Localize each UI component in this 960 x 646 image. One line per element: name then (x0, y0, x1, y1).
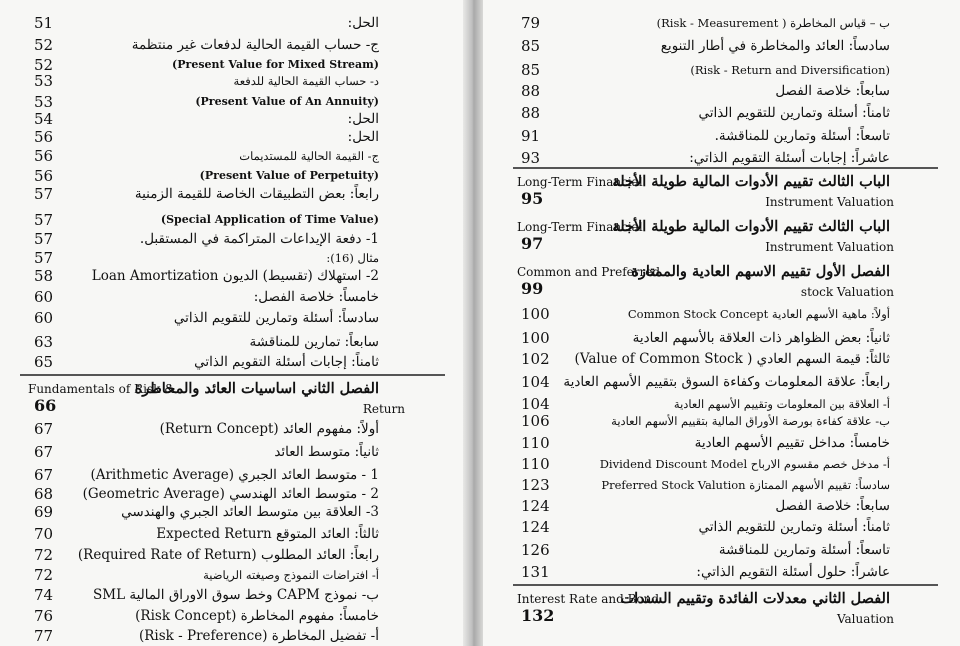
toc-page-number: 106 (521, 412, 550, 430)
toc-entry-title: ثانياً: بعض الظواهر ذات العلاقة بالأسهم العادية (632, 330, 890, 346)
toc-chapter-heading: الباب الثالث تقييم الأدوات المالية طويلة الأجلة (612, 218, 890, 235)
toc-chapter-heading: الفصل الثاني معدلات الفائدة وتقييم السندات (620, 590, 890, 607)
toc-entry-title: ب- نموذج CAPM وخط سوق الاوراق المالية SML (93, 587, 379, 603)
toc-page-number: 72 (34, 566, 54, 584)
toc-page-number: 57 (34, 185, 54, 203)
toc-entry-title: عاشراً: إجابات أسئلة التقويم الذاتي: (689, 150, 890, 166)
toc-page-number: 100 (521, 305, 550, 323)
toc-chapter-english-subtitle: Return (362, 402, 405, 416)
toc-page-number: 123 (521, 476, 550, 494)
toc-page-number: 60 (34, 309, 54, 327)
toc-page-number: 91 (521, 127, 541, 145)
toc-entry-title: (Present Value of An Annuity) (195, 95, 379, 108)
toc-page-number: 77 (34, 627, 54, 645)
toc-page-number: 99 (521, 279, 544, 298)
toc-page-number: 95 (521, 189, 544, 208)
toc-entry-title: مثال (16): (326, 251, 379, 265)
toc-page-number: 74 (34, 586, 54, 604)
toc-entry-title: سادساً: أسئلة وتمارين للتقويم الذاتي (173, 310, 379, 326)
toc-entry-title: 2- استهلاك (تقسيط) الديون Loan Amortization (91, 268, 379, 284)
toc-chapter-english-subtitle: stock Valuation (800, 285, 894, 299)
toc-entry-title: الحل: (347, 129, 379, 145)
toc-entry-title: (Present Value of Perpetuity) (199, 169, 379, 182)
toc-page-number: 51 (34, 14, 54, 32)
toc-page-number: 88 (521, 104, 541, 122)
toc-entry-title: عاشراً: حلول أسئلة التقويم الذاتي: (696, 564, 890, 580)
toc-page-number: 100 (521, 329, 550, 347)
toc-entry-title: تاسعاً: أسئلة وتمارين للمناقشة (718, 542, 890, 558)
toc-page-number: 102 (521, 350, 550, 368)
toc-page-number: 57 (34, 230, 54, 248)
toc-page-number: 57 (34, 211, 54, 229)
toc-chapter-english-title: Fundamentals of Risk & (28, 382, 175, 396)
toc-entry-title: رابعاً: بعض التطبيقات الخاصة للقيمة الزمنية (134, 186, 379, 202)
toc-page-number: 72 (34, 546, 54, 564)
toc-page-number: 85 (521, 37, 541, 55)
section-divider (20, 374, 445, 376)
toc-page-number: 65 (34, 353, 54, 371)
toc-page-number: 58 (34, 267, 54, 285)
toc-entry-title: سادساً: تقييم الأسهم الممتازة Preferred Stock Valution (601, 478, 890, 492)
toc-page-number: 68 (34, 485, 54, 503)
toc-entry-title: أ- تفضيل المخاطرة (Risk - Preference) (138, 628, 379, 644)
book-gutter (463, 0, 483, 646)
toc-entry-title: 1- دفعة الإيداعات المتراكمة في المستقبل. (139, 231, 379, 247)
toc-page-number: 124 (521, 497, 550, 515)
section-divider (513, 584, 938, 586)
toc-entry-title: تاسعاً: أسئلة وتمارين للمناقشة. (714, 128, 890, 144)
toc-chapter-english-title: Interest Rate and Bond (517, 592, 660, 606)
toc-entry-title: خامساً: مفهوم المخاطرة (Risk Concept) (135, 608, 379, 624)
toc-page-number: 97 (521, 234, 544, 253)
toc-entry-title: الحل: (347, 15, 379, 31)
toc-entry-title: الحل: (347, 111, 379, 127)
toc-page-number: 56 (34, 147, 54, 165)
toc-page-number: 54 (34, 110, 54, 128)
left-page (0, 0, 463, 646)
toc-chapter-english-subtitle: Instrument Valuation (765, 195, 894, 209)
toc-entry-title: أولاً: مفهوم العائد (Return Concept) (159, 421, 379, 437)
toc-entry-title: ثانياً: متوسط العائد (274, 444, 379, 460)
toc-entry-title: أ- افتراضات النموذج وصيغته الرياضية (203, 568, 379, 582)
toc-entry-title: ثامناً: أسئلة وتمارين للتقويم الذاتي (698, 105, 890, 121)
toc-entry-title: 3- العلاقة بين متوسط العائد الجبري والهندسي (121, 504, 379, 520)
right-page (483, 0, 960, 646)
toc-page-number: 88 (521, 82, 541, 100)
toc-page-number: 63 (34, 333, 54, 351)
toc-chapter-heading: الباب الثالث تقييم الأدوات المالية طويلة الأجلة (612, 173, 890, 190)
toc-page-number: 67 (34, 420, 54, 438)
toc-page-number: 104 (521, 373, 550, 391)
toc-entry-title: 1 - متوسط العائد الجبري (Arithmetic Average) (90, 467, 379, 483)
toc-entry-title: ثامناً: إجابات أسئلة التقويم الذاتي (194, 354, 379, 370)
toc-entry-title: د- حساب القيمة الحالية للدفعة (233, 74, 379, 88)
toc-entry-title: رابعاً: علاقة المعلومات وكفاءة السوق بتقييم الأسهم العادية (563, 374, 890, 390)
toc-page-number: 52 (34, 56, 54, 74)
toc-page-number: 70 (34, 525, 54, 543)
toc-entry-title: أ- مدخل خصم مقسوم الارباح Dividend Discount Model (599, 457, 890, 471)
toc-entry-title: (Special Application of Time Value) (160, 213, 379, 226)
toc-entry-title: ثالثاً: قيمة السهم العادي ( Value of Common Stock) (574, 351, 890, 367)
toc-entry-title: سادساً: العائد والمخاطرة في أطار التنويع (660, 38, 890, 54)
toc-entry-title: سابعاً: خلاصة الفصل (775, 83, 890, 99)
toc-page-number: 110 (521, 434, 550, 452)
toc-chapter-english-title: Long-Term Financial (517, 220, 643, 234)
section-divider (513, 167, 938, 169)
toc-entry-title: 2 - متوسط العائد الهندسي (Geometric Average) (82, 486, 379, 502)
toc-entry-title: سابعاً: تمارين للمناقشة (249, 334, 379, 350)
toc-entry-title: سابعاً: خلاصة الفصل (775, 498, 890, 514)
toc-chapter-english-subtitle: Instrument Valuation (765, 240, 894, 254)
toc-page-number: 79 (521, 14, 541, 32)
toc-entry-title: (Present Value for Mixed Stream) (172, 58, 379, 71)
toc-page-number: 93 (521, 149, 541, 167)
toc-page-number: 57 (34, 249, 54, 267)
toc-entry-title: ثالثاً: العائد المتوقع Expected Return (156, 526, 379, 542)
toc-page-number: 53 (34, 93, 54, 111)
toc-page-number: 110 (521, 455, 550, 473)
toc-entry-title: أ- العلاقة بين المعلومات وتقييم الأسهم العادية (673, 397, 890, 411)
toc-page-number: 126 (521, 541, 550, 559)
toc-entry-title: ج- القيمة الحالية للمستديمات (239, 149, 379, 163)
toc-chapter-english-title: Long-Term Financial (517, 175, 643, 189)
toc-entry-title: ج- حساب القيمة الحالية لدفعات غير منتظمة (131, 37, 379, 53)
toc-page-number: 52 (34, 36, 54, 54)
toc-page-number: 76 (34, 607, 54, 625)
toc-entry-title: ب – قياس المخاطرة ( Risk - Measurement) (656, 16, 890, 30)
toc-page-number: 67 (34, 443, 54, 461)
toc-page-number: 132 (521, 606, 555, 625)
toc-page-number: 69 (34, 503, 54, 521)
toc-chapter-heading: الفصل الثاني اساسيات العائد والمخاطرة (134, 380, 379, 397)
toc-entry-title: خامساً: خلاصة الفصل: (253, 289, 379, 305)
toc-chapter-english-subtitle: Valuation (836, 612, 894, 626)
toc-chapter-heading: الفصل الأول تقييم الاسهم العادية والممتازة (631, 263, 890, 280)
toc-chapter-english-title: Common and Preferred (517, 265, 661, 279)
toc-entry-title: خامساً: مداخل تقييم الأسهم العادية (694, 435, 890, 451)
toc-page-number: 131 (521, 563, 550, 581)
toc-entry-title: ثامناً: أسئلة وتمارين للتقويم الذاتي (698, 519, 890, 535)
toc-entry-title: أولاً: ماهية الأسهم العادية Common Stock Concept (627, 307, 890, 321)
toc-entry-title: (Risk - Return and Diversification) (690, 63, 890, 77)
toc-page-number: 85 (521, 61, 541, 79)
toc-page-number: 124 (521, 518, 550, 536)
toc-entry-title: رابعاً: العائد المطلوب (Required Rate of Return) (77, 547, 379, 563)
toc-page-number: 56 (34, 167, 54, 185)
toc-entry-title: ب- علاقة كفاءة بورصة الأوراق المالية بتقييم الأسهم العادية (611, 414, 890, 428)
toc-page-number: 67 (34, 466, 54, 484)
toc-page-number: 60 (34, 288, 54, 306)
toc-page-number: 56 (34, 128, 54, 146)
toc-page-number: 66 (34, 396, 57, 415)
toc-page-number: 104 (521, 395, 550, 413)
toc-page-number: 53 (34, 72, 54, 90)
